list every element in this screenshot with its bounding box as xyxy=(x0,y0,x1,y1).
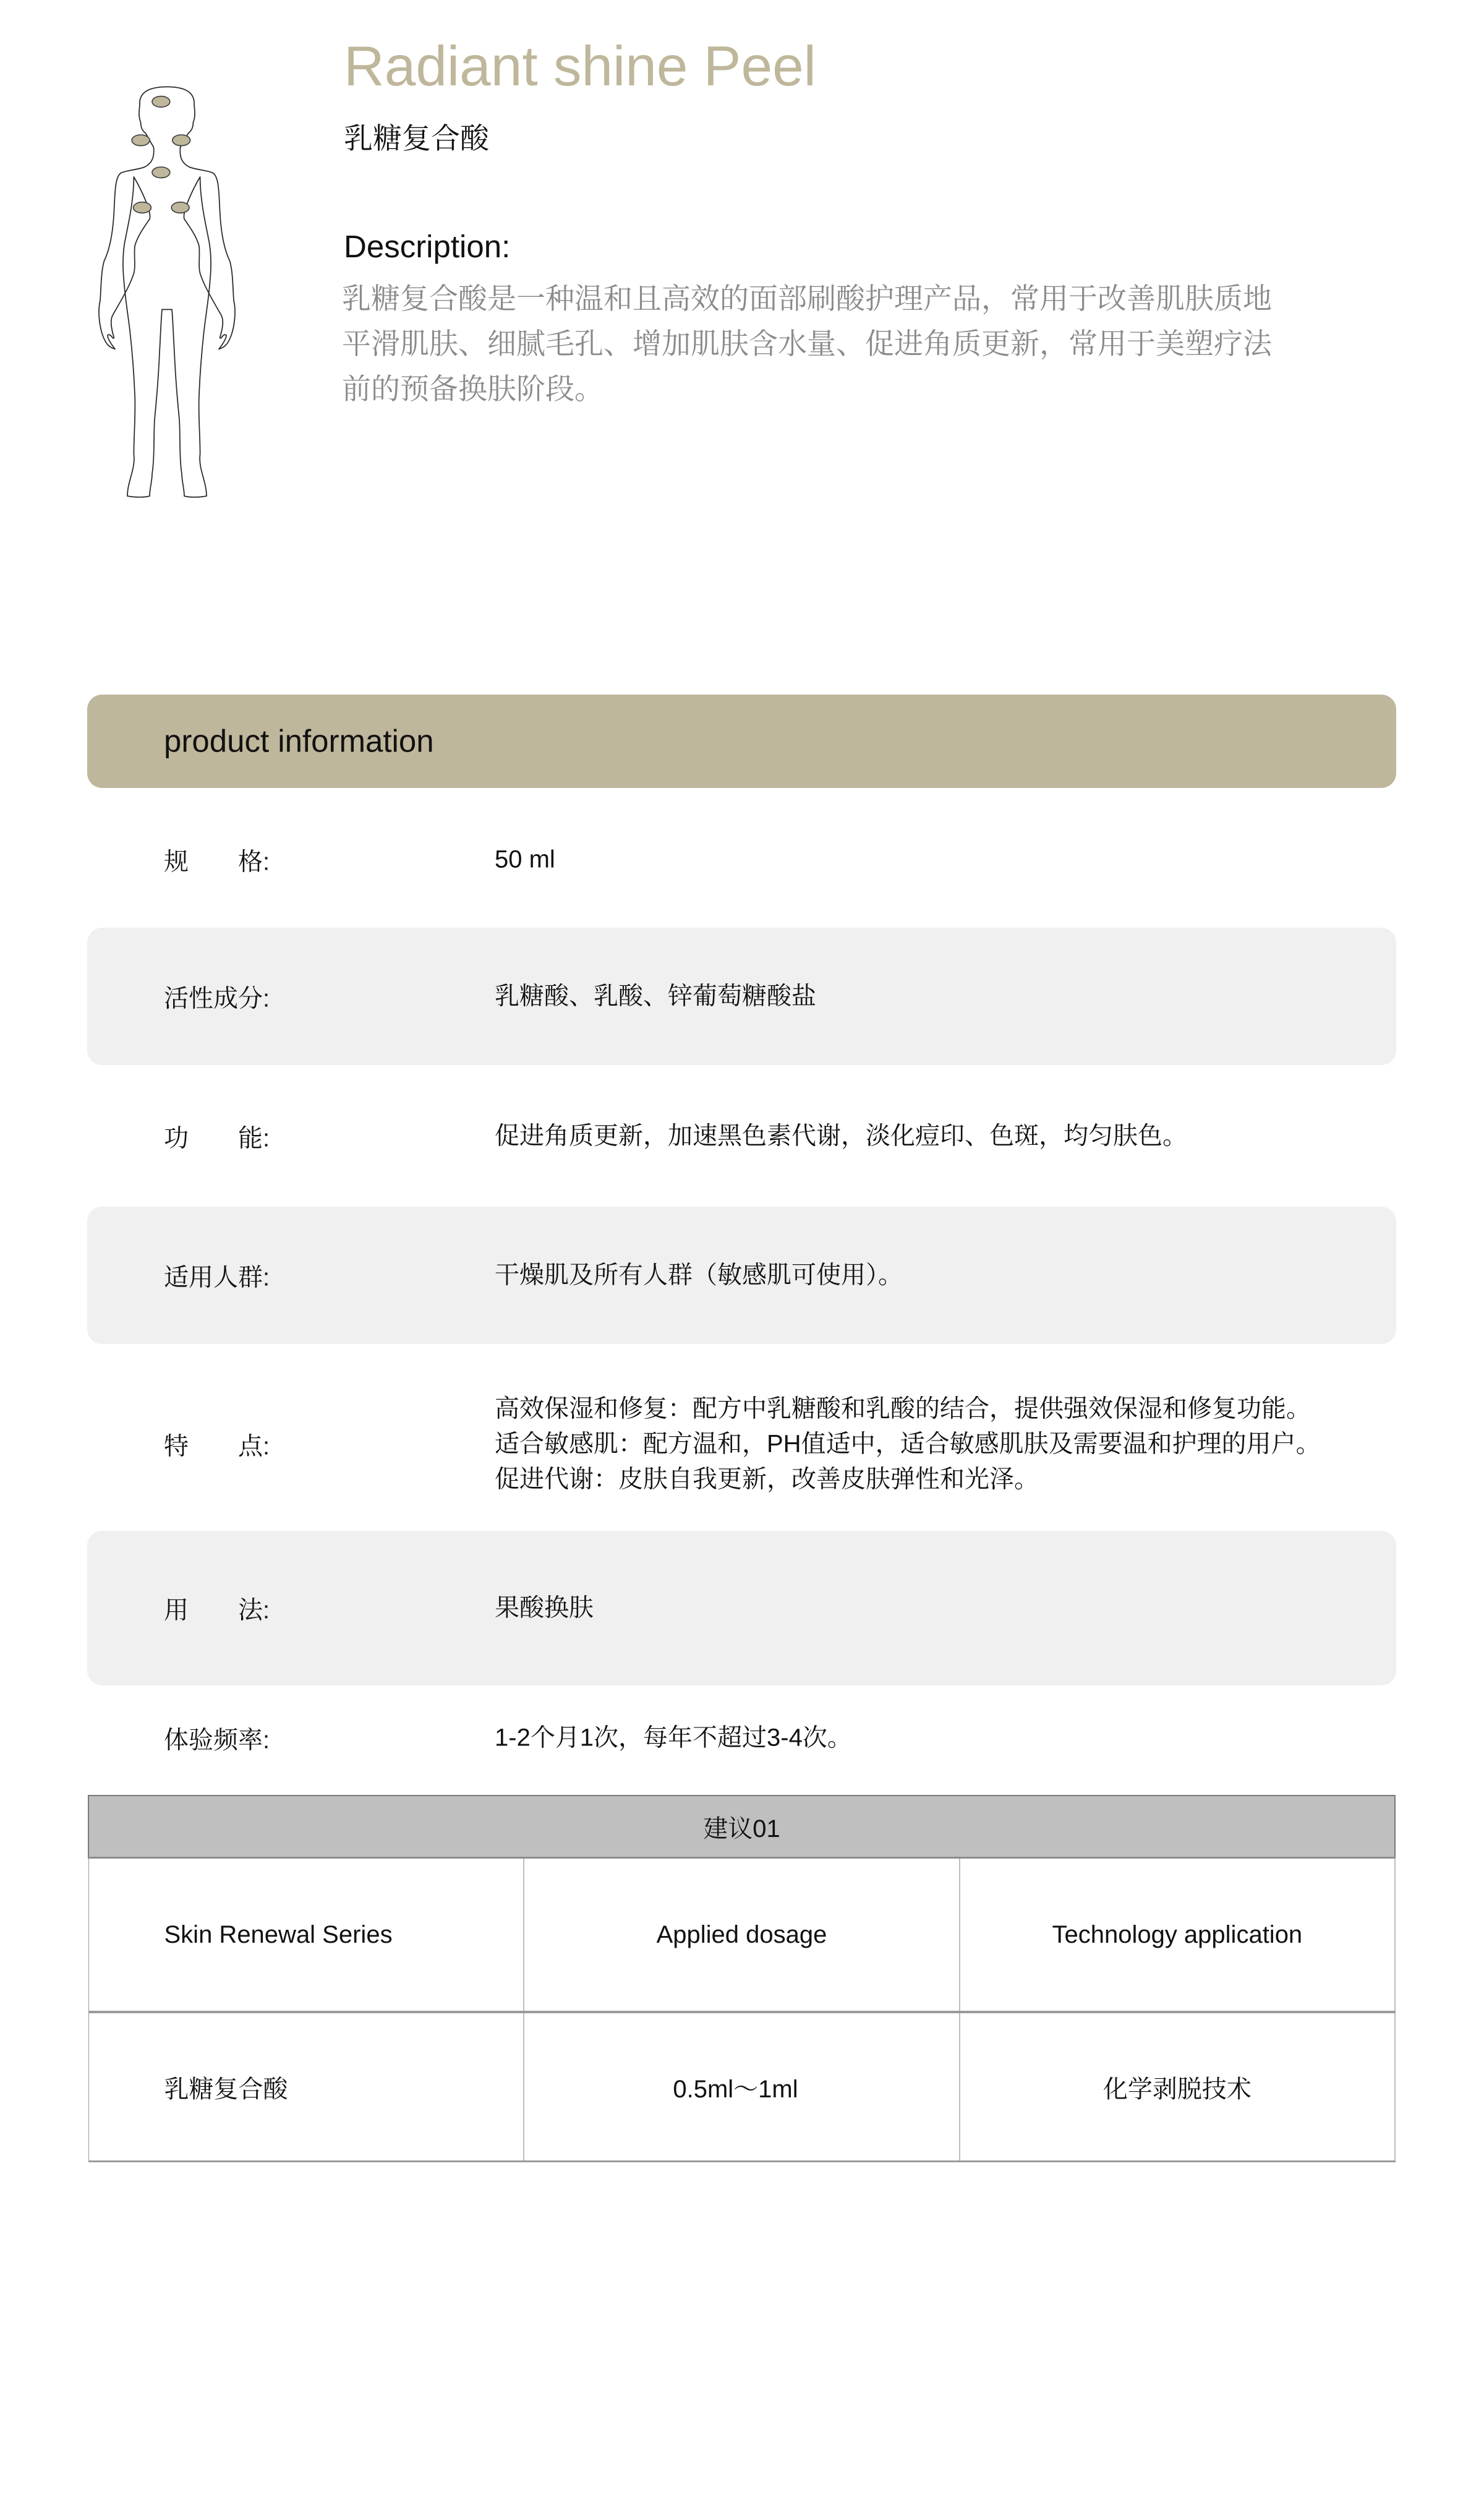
table-header-row xyxy=(88,1858,1395,2013)
info-label: 用 法: xyxy=(164,1596,270,1624)
info-label: 规 格: xyxy=(164,848,270,876)
column-header-dosage: Applied dosage xyxy=(524,1858,959,2013)
product-info-header xyxy=(87,695,1396,788)
info-row-spec xyxy=(87,804,1396,915)
info-row-ingredients xyxy=(87,928,1396,1065)
info-row-usage xyxy=(87,1531,1396,1685)
info-value: 1-2个月1次，每年不超过3-4次。 xyxy=(495,1724,852,1752)
info-value xyxy=(495,1392,1321,1497)
product-subtitle: 乳糖复合酸 xyxy=(344,122,489,155)
info-row-function xyxy=(87,1077,1396,1195)
recommendation-table xyxy=(88,1795,1396,2162)
body-diagram-icon xyxy=(80,37,254,544)
info-value: 促进角质更新，加速黑色素代谢，淡化痘印、色斑，均匀肤色。 xyxy=(495,1122,1187,1150)
column-header-technology: Technology application xyxy=(960,1858,1395,2013)
feature-line: 适合敏感肌：配方温和，PH值适中，适合敏感肌肤及需要温和护理的用户。 xyxy=(495,1430,1321,1458)
description-line: 前的预备换肤阶段。 xyxy=(342,372,603,405)
description-line: 乳糖复合酸是一种温和且高效的面部刷酸护理产品，常用于改善肌肤质地 xyxy=(342,282,1272,315)
info-value: 果酸换肤 xyxy=(495,1594,594,1622)
info-row-features xyxy=(87,1358,1396,1531)
cell-series: 乳糖复合酸 xyxy=(88,2012,524,2162)
info-value: 干燥肌及所有人群（敏感肌可使用）。 xyxy=(495,1261,903,1289)
info-label: 活性成分: xyxy=(164,985,270,1012)
table-row xyxy=(88,2012,1395,2162)
product-info-title: product information xyxy=(164,722,434,758)
description-line: 平滑肌肤、细腻毛孔、增加肌肤含水量、促进角质更新，常用于美塑疗法 xyxy=(342,327,1272,360)
column-header-series: Skin Renewal Series xyxy=(88,1858,524,2013)
info-label: 特 点: xyxy=(164,1432,270,1460)
info-value: 乳糖酸、乳酸、锌葡萄糖酸盐 xyxy=(495,982,816,1010)
cell-technology: 化学剥脱技术 xyxy=(960,2012,1395,2162)
cell-dosage-text: 0.5ml～1ml xyxy=(673,2075,798,2103)
info-label: 功 能: xyxy=(164,1124,270,1152)
feature-line: 促进代谢：皮肤自我更新，改善皮肤弹性和光泽。 xyxy=(495,1465,1039,1493)
feature-line: 高效保湿和修复：配方中乳糖酸和乳酸的结合，提供强效保湿和修复功能。 xyxy=(495,1395,1311,1423)
info-row-target-group xyxy=(87,1207,1396,1344)
description-label: Description: xyxy=(344,229,511,264)
description-text xyxy=(342,276,1381,411)
cell-dosage xyxy=(524,2012,959,2162)
info-value: 50 ml xyxy=(495,845,555,873)
info-label: 体验频率: xyxy=(164,1726,270,1754)
body-diagram xyxy=(80,37,254,544)
info-label: 适用人群: xyxy=(164,1264,270,1291)
product-title: Radiant shine Peel xyxy=(344,35,816,98)
info-row-frequency xyxy=(87,1707,1396,1769)
table-title: 建议01 xyxy=(88,1796,1395,1858)
